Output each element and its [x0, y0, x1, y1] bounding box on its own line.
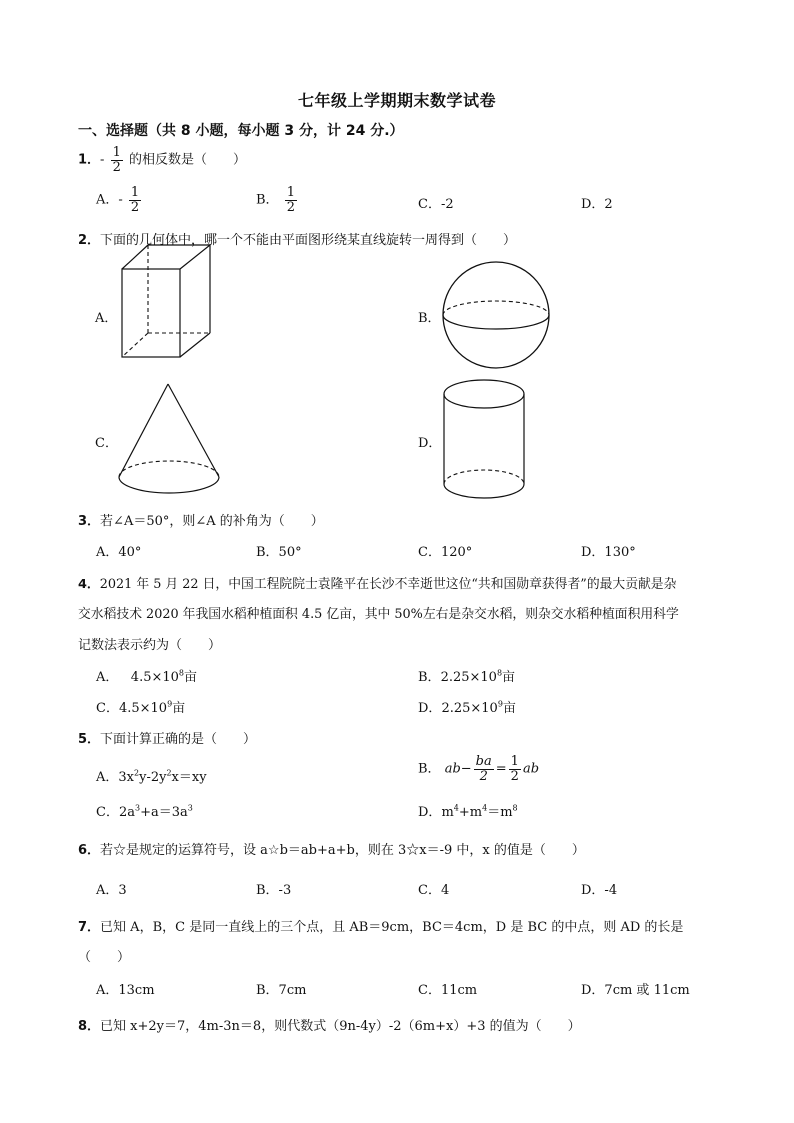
option-value: 4.5×10	[130, 670, 179, 685]
fraction	[129, 186, 141, 214]
question-6-stem	[78, 839, 585, 858]
question-number: 8．	[78, 1019, 101, 1034]
fraction-denominator: 2	[479, 768, 488, 784]
exponent: 9	[497, 699, 503, 709]
question-number: 3．	[78, 514, 101, 529]
fraction-numerator: ba	[475, 754, 492, 769]
expr-part: ab	[522, 761, 540, 777]
exponent: 3	[187, 803, 193, 813]
exponent: 8	[512, 803, 518, 813]
unit: 亩	[172, 701, 186, 716]
option-d[interactable]: D．	[418, 436, 442, 451]
option-value: 4.5×10	[118, 701, 168, 716]
expr-part: +m	[458, 805, 483, 820]
option-d[interactable]	[418, 801, 518, 820]
question-5-stem	[78, 728, 256, 747]
option-label: B．	[418, 761, 441, 777]
exponent: 4	[453, 803, 459, 813]
option-d[interactable]: D．2	[581, 197, 613, 212]
question-text: 下面的几何体中，哪一个不能由平面图形绕某直线旋转一周得到（ ）	[100, 233, 517, 248]
option-d[interactable]: D．-4	[581, 883, 618, 898]
question-text: 若∠A＝50°，则∠A 的补角为（ ）	[100, 514, 324, 529]
question-number: 5．	[78, 732, 101, 747]
fraction	[111, 146, 123, 174]
fraction	[474, 755, 494, 783]
option-b[interactable]	[418, 755, 539, 783]
option-b[interactable]: B．7cm	[256, 983, 307, 998]
option-label: C．	[96, 701, 119, 716]
option-d[interactable]: D．7cm 或 11cm	[581, 983, 690, 998]
option-d[interactable]	[418, 697, 516, 716]
option-label: B．	[418, 670, 441, 685]
fraction	[285, 186, 297, 214]
fraction-denominator: 2	[112, 159, 121, 175]
exponent: 9	[167, 699, 173, 709]
question-text: 若☆是规定的运算符号，设 a☆b＝ab+a+b，则在 3☆x＝-9 中，x 的值是（ ）	[100, 843, 585, 858]
sphere-figure	[440, 259, 552, 371]
cylinder-figure	[440, 376, 528, 502]
option-label: A．	[96, 770, 119, 785]
question-3-stem	[78, 510, 324, 529]
exponent: 8	[496, 668, 503, 678]
option-c[interactable]: C．	[95, 436, 118, 451]
section-heading: 一、选择题（共 8 小题，每小题 3 分，计 24 分.）	[78, 123, 404, 139]
fraction-denominator: 2	[286, 199, 295, 215]
option-c[interactable]: C．120°	[418, 545, 473, 560]
option-a[interactable]	[96, 766, 207, 785]
option-label: A．-	[96, 192, 123, 208]
unit: 亩	[502, 701, 516, 716]
question-7-stem	[78, 916, 683, 935]
question-number: 6．	[78, 843, 101, 858]
unit: 亩	[184, 670, 198, 685]
option-b[interactable]: B．50°	[256, 545, 302, 560]
option-c[interactable]: C．11cm	[418, 983, 478, 998]
question-text-line-1: 2021 年 5 月 22 日，中国工程院院士袁隆平在长沙不幸逝世这位“共和国勋章获得者”的最大贡献是杂	[99, 577, 677, 592]
unit: 亩	[502, 670, 516, 685]
question-text-line-2: 交水稻技术 2020 年我国水稻种植面积 4.5 亿亩，其中 50%左右是杂交水稻，则杂交水稻种植面积用科学	[78, 607, 679, 622]
option-d[interactable]: D．130°	[581, 545, 636, 560]
fraction-numerator: 1	[112, 145, 121, 160]
question-text-line-2: （ ）	[78, 950, 131, 965]
exponent: 8	[178, 668, 184, 678]
expr-part: x＝xy	[171, 770, 207, 785]
expr-part: m	[441, 805, 454, 820]
expr-part: y-2y	[139, 770, 167, 785]
option-b[interactable]	[418, 666, 515, 685]
option-a[interactable]	[96, 186, 143, 214]
question-4-stem	[78, 573, 676, 592]
page-title: 七年级上学期期末数学试卷	[297, 91, 496, 110]
fraction	[509, 755, 521, 783]
cone-figure	[116, 382, 224, 500]
fraction-numerator: 1	[286, 185, 295, 200]
cube-figure	[118, 239, 218, 361]
option-b[interactable]: B．	[418, 311, 441, 326]
option-value: 2.25×10	[441, 701, 498, 716]
option-label: D．	[418, 701, 442, 716]
exponent: 4	[482, 803, 488, 813]
exponent: 2	[134, 768, 140, 778]
exponent: 2	[166, 768, 172, 778]
question-8-stem	[78, 1015, 581, 1034]
expr-part: ＝m	[487, 805, 513, 820]
question-text-line-3: 记数法表示约为（ ）	[78, 638, 222, 653]
option-c[interactable]	[96, 697, 185, 716]
option-a[interactable]: A．13cm	[96, 983, 155, 998]
expr-part: +a＝3a	[140, 805, 188, 820]
option-c[interactable]	[96, 801, 193, 820]
question-text: 的相反数是（ ）	[129, 152, 247, 168]
option-a[interactable]: A．40°	[96, 545, 142, 560]
question-number: 4．	[78, 577, 100, 592]
option-value: 2.25×10	[440, 670, 497, 685]
question-number: 2．	[78, 233, 101, 248]
exponent: 3	[134, 803, 141, 813]
question-1-stem	[78, 146, 246, 174]
option-c[interactable]: C．-2	[418, 197, 454, 212]
fraction-numerator: 1	[510, 754, 519, 769]
option-label: C．	[96, 805, 119, 820]
option-a[interactable]: A．	[95, 311, 118, 326]
option-b[interactable]	[256, 186, 299, 214]
equals-sign: =	[495, 761, 507, 777]
question-text: 已知 x+2y＝7，4m-3n＝8，则代数式（9n-4y）-2（6m+x）+3 的值为（ ）	[100, 1019, 581, 1034]
expr-part: 2a	[118, 805, 135, 820]
option-label: A．	[96, 670, 119, 685]
option-label: B．	[256, 192, 279, 208]
negative-sign: -	[100, 152, 105, 168]
option-a[interactable]	[96, 666, 197, 685]
expr-part: 3x	[118, 770, 134, 785]
question-text-line-1: 已知 A，B，C 是同一直线上的三个点，且 AB＝9cm，BC＝4cm，D 是 BC 的中点，则 AD 的长是	[100, 920, 684, 935]
fraction-denominator: 2	[130, 199, 140, 215]
question-text: 下面计算正确的是（ ）	[100, 732, 257, 747]
option-a[interactable]: A．3	[96, 883, 127, 898]
question-number: 7．	[78, 920, 101, 935]
option-b[interactable]: B．-3	[256, 883, 292, 898]
expr-part: ab−	[444, 761, 472, 777]
fraction-denominator: 2	[510, 768, 519, 784]
option-c[interactable]: C．4	[418, 883, 450, 898]
question-number: 1．	[78, 152, 101, 168]
fraction-numerator: 1	[130, 185, 140, 200]
option-label: D．	[418, 805, 442, 820]
